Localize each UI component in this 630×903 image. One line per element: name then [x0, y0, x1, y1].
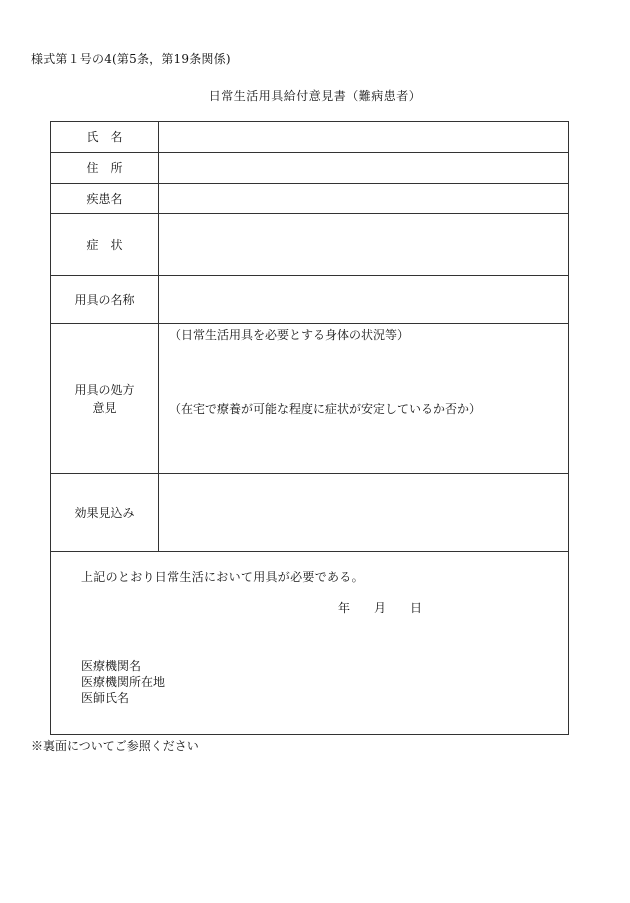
date-month: 月: [374, 601, 387, 615]
address-label: 住 所: [51, 153, 159, 183]
date-line: [338, 599, 422, 616]
row-tool-name: [51, 276, 568, 324]
opinion-label-line2: 意見: [92, 400, 117, 415]
date-day: 日: [410, 601, 423, 615]
row-prescription-opinion: [51, 324, 568, 474]
row-address: [51, 153, 568, 184]
row-symptom: [51, 214, 568, 276]
tool-name-field[interactable]: [159, 276, 568, 323]
expected-effect-field[interactable]: [159, 474, 568, 551]
disease-field[interactable]: [159, 184, 568, 213]
certification-section: [51, 552, 568, 734]
home-care-stability-note: （在宅で療養が可能な程度に症状が安定しているか否か）: [169, 402, 482, 416]
expected-effect-label: 効果見込み: [51, 474, 159, 551]
certification-statement: 上記のとおり日常生活において用具が必要である。: [81, 570, 364, 584]
address-field[interactable]: [159, 153, 568, 183]
row-name: [51, 122, 568, 153]
document-title: 日常生活用具給付意見書（難病患者）: [208, 89, 422, 103]
signature-block: [81, 658, 165, 706]
disease-label: 疾患名: [51, 184, 159, 213]
symptom-field[interactable]: [159, 214, 568, 275]
row-disease: [51, 184, 568, 214]
opinion-label-line1: 用具の処方: [74, 382, 135, 397]
reverse-side-note: ※裏面についてご参照ください: [31, 739, 199, 753]
name-label: 氏 名: [51, 122, 159, 152]
row-expected-effect: [51, 474, 568, 552]
institution-address-label: 医療機関所在地: [81, 675, 166, 689]
symptom-label: 症 状: [51, 214, 159, 275]
prescription-opinion-label: [51, 324, 159, 473]
name-field[interactable]: [159, 122, 568, 152]
date-year: 年: [338, 601, 351, 615]
form-number: 様式第１号の4(第5条，第19条関係): [31, 52, 231, 66]
doctor-name-label: 医師氏名: [81, 691, 130, 705]
institution-name-label: 医療機関名: [81, 659, 142, 673]
physical-condition-note: （日常生活用具を必要とする身体の状況等）: [169, 328, 410, 342]
tool-name-label: 用具の名称: [51, 276, 159, 323]
prescription-opinion-field[interactable]: [159, 324, 568, 473]
opinion-form-table: [50, 121, 569, 735]
